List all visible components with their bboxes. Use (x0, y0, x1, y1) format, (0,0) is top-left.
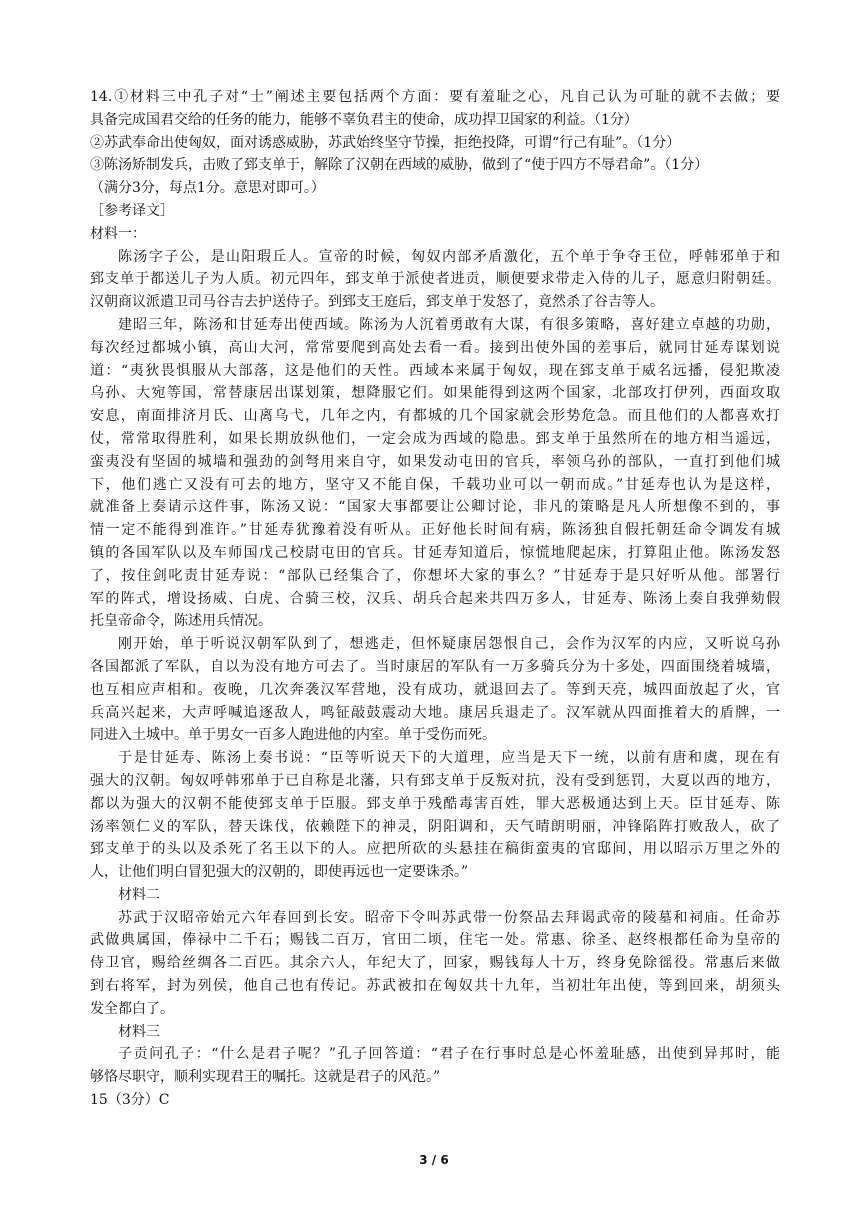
material-one-para-4-line: 人，让他们明白冒犯强大的汉朝的，即使再远也一定要诛杀。” (90, 864, 469, 881)
material-two-line: 发全都白了。 (90, 1000, 174, 1017)
material-three-line: 够恪尽职守，顺利实现君王的嘱托。这就是君子的风范。” (90, 1069, 441, 1086)
answer-14-point-1-line-1: 14.①材料三中孔子对“士”阐述主要包括两个方面：要有羞耻之心，凡自己认为可耻的就不去做；要 (90, 89, 780, 105)
material-one-para-2-line: 蛮夷没有坚固的城墙和强劲的剑弩用来自守，如果发动屯田的官兵，率领乌孙的部队，一直打到他们城 (90, 453, 780, 470)
translation-heading: ［参考译文］ (90, 202, 174, 219)
material-three-line: 子贡问孔子：“什么是君子呢？”孔子回答道：“君子在行事时总是心怀羞耻感，出使到异邦时，能 (118, 1046, 780, 1063)
material-one-para-1-line: 陈汤字子公，是山阳瑕丘人。宣帝的时候，匈奴内部矛盾激化，五个单于争夺王位，呼韩邪单于和 (118, 248, 780, 265)
material-one-para-3-line: 也互相应声相和。夜晚，几次奔袭汉军营地，没有成功，就退回去了。等到天亮，城四面放起了火，官 (90, 681, 780, 698)
material-one-para-2-line: 镇的各国军队以及车师国戊己校尉屯田的官兵。甘延寿知道后，惊慌地爬起床，打算阻止他。陈汤发怒 (90, 544, 780, 561)
page-content (90, 86, 780, 1112)
material-one-para-2-line: 下，他们逃亡又没有可去的地方，坚守又不能自保，千载功业可以一朝而成。”甘延寿也认为是这样， (90, 476, 780, 493)
material-one-para-4-line: 于是甘延寿、陈汤上奏书说：“臣等听说天下的大道理，应当是天下一统，以前有唐和虞，现在有 (118, 750, 780, 767)
material-one-para-2-line: 建昭三年，陈汤和甘延寿出使西域。陈汤为人沉着勇敢有大谋，有很多策略，喜好建立卓越的功勋， (118, 316, 780, 333)
material-one-heading: 材料一： (90, 225, 146, 242)
material-one-para-2-line: 安息，南面排济月氏、山离乌弋，几年之内，有都城的几个国家就会形势危急。而且他们的人都喜欢打 (90, 408, 780, 425)
material-one-para-2-line: 情一定不能得到准许。”甘延寿犹豫着没有听从。正好他长时间有病，陈汤独自假托朝廷命令调发有城 (90, 522, 780, 539)
material-two-line: 武做典属国，俸禄中二千石；赐钱二百万，官田二顷，住宅一处。常惠、徐圣、赵终根都任命为皇帝的 (90, 932, 780, 949)
material-one-para-3-line: 同进入土城中。单于男女一百多人跑进他的内室。单于受伤而死。 (90, 727, 496, 744)
material-one-para-2-line: 道：“夷狄畏惧服从大部落，这是他们的天性。西域本来属于匈奴，现在郅支单于威名远播，侵犯欺凌 (90, 362, 780, 379)
material-one-para-4-line: 汤率领仁义的军队，替天诛伐，依赖陛下的神灵，阴阳调和，天气晴朗明丽，冲锋陷阵打败敌人，砍了 (90, 818, 780, 835)
material-one-para-4-line: 郅支单于的头以及杀死了名王以下的人。应把所砍的头悬挂在稿街蛮夷的官邸间，用以昭示万里之外的 (90, 841, 780, 858)
material-one-para-2-line: 仗，常常取得胜利，如果长期放纵他们，一定会成为西域的隐患。郅支单于虽然所在的地方相当遥远， (90, 430, 780, 447)
material-one-para-2-line: 托皇帝命令，陈述用兵情况。 (90, 613, 272, 630)
material-two-line: 到右将军，封为列侯，他自己也有传记。苏武被扣在匈奴共十九年，当初壮年出使，等到回来，胡须头 (90, 978, 780, 995)
material-one-para-2-line: 乌孙、大宛等国，常替康居出谋划策，想降服它们。如果能得到这两个国家，北部攻打伊列，西面攻取 (90, 385, 780, 402)
material-one-para-3-line: 兵高兴起来，大声呼喊追逐敌人，鸣钲敲鼓震动大地。康居兵退走了。汉军就从四面推着大的盾牌，一 (90, 704, 780, 721)
material-one-para-2-line: 就准备上奏请示这件事，陈汤又说：“国家大事都要让公卿讨论，非凡的策略是凡人所想像不到的，事 (90, 499, 780, 516)
material-one-para-4-line: 强大的汉朝。匈奴呼韩邪单于已自称是北藩，只有郅支单于反叛对抗，没有受到惩罚，大夏以西的地方， (90, 772, 780, 789)
material-one-para-1-line: 郅支单于都送儿子为人质。初元四年，郅支单于派使者进贡，顺便要求带走入侍的儿子，愿意归附朝廷。 (90, 271, 780, 288)
material-one-para-1-line: 汉朝商议派遣卫司马谷吉去护送侍子。到郅支王庭后，郅支单于发怒了，竟然杀了谷吉等人。 (90, 294, 664, 311)
material-one-para-2-line: 每次经过都城小镇，高山大河，常常要爬到高处去看一看。接到出使外国的差事后，就同甘延寿谋划说 (90, 339, 780, 356)
material-three-heading: 材料三 (118, 1023, 160, 1040)
answer-14-point-1-line-2: 具备完成国君交给的任务的能力，能够不辜负君主的使命，成功捍卫国家的利益。（1分） (90, 111, 638, 128)
page-number: 3 / 6 (419, 1153, 449, 1167)
answer-14-point-3: ③陈汤矫制发兵，击败了郅支单于，解除了汉朝在西域的威胁，做到了“使于四方不辱君命”。（1分） (90, 157, 709, 174)
material-one-para-2-line: 了，按住剑叱责甘延寿说：“部队已经集合了，你想坏大家的事么？”甘延寿于是只好听从他。部署行 (90, 567, 780, 584)
scoring-note: （满分3分，每点1分。意思对即可。） (90, 180, 325, 197)
material-one-para-2-line: 军的阵式，增设扬威、白虎、合骑三校，汉兵、胡兵合起来共四万多人，甘延寿、陈汤上奏自我弹劾假 (90, 590, 780, 607)
material-one-para-3-line: 刚开始，单于听说汉朝军队到了，想逃走，但怀疑康居怨恨自己，会作为汉军的内应，又听说乌孙 (118, 636, 780, 653)
material-one-para-3-line: 各国都派了军队，自以为没有地方可去了。当时康居的军队有一万多骑兵分为十多处，四面围绕着城墙， (90, 658, 780, 675)
material-one-para-4-line: 都以为强大的汉朝不能使郅支单于臣服。郅支单于残酷毒害百姓，罪大恶极通达到上天。臣甘延寿、陈 (90, 795, 780, 812)
answer-15: 15（3分）C (90, 1092, 170, 1109)
answer-14-point-2: ②苏武奉命出使匈奴，面对诱惑威胁，苏武始终坚守节操，拒绝投降，可谓“行己有耻”。（1分） (90, 134, 681, 151)
material-two-line: 侍卫官，赐给丝绸各二百匹。其余六人，年纪大了，回家，赐钱每人十万，终身免除徭役。常惠后来做 (90, 955, 780, 972)
material-two-heading: 材料二 (118, 886, 160, 903)
material-two-line: 苏武于汉昭帝始元六年春回到长安。昭帝下令叫苏武带一份祭品去拜谒武帝的陵墓和祠庙。任命苏 (118, 909, 780, 926)
